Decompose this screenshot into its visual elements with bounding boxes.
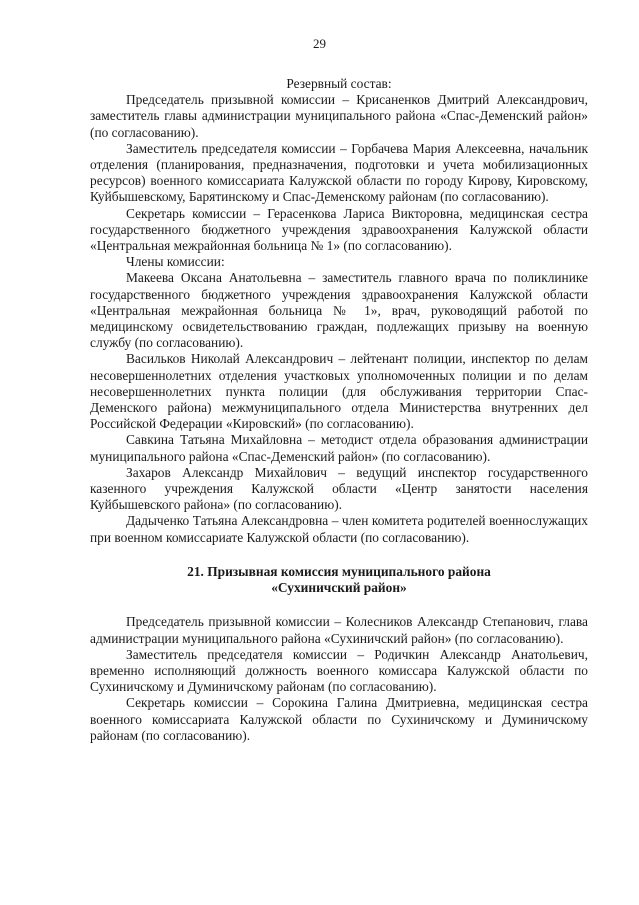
reserve-secretary: Секретарь комиссии – Герасенкова Лариса Викторовна, медицинская сестра государственного бюджетного учреждения здравоохранения Калужской области «Центральная межрайонная больница № 1» (по согласованию). [90,205,588,254]
member-paragraph: Макеева Оксана Анатольевна – заместитель главного врача по поликлинике государственного бюджетного учреждения здравоохранения Калужской области «Центральная межрайонная больница № 1», врач, руководящий работой по медицинскому освидетельствованию граждан, подлежащих призыву на военную службу (по согласованию). [90,270,588,351]
section-spacer [90,546,588,564]
member-paragraph: Савкина Татьяна Михайловна – методист отдела образования администрации муниципального района «Спас-Деменский район» (по согласованию). [90,432,588,464]
member-paragraph: Захаров Александр Михайлович – ведущий инспектор государственного казенного учреждения Калужской области «Центр занятости населения Куйбышевского района» (по согласованию). [90,464,588,513]
document-body [90,76,588,744]
members-heading: Члены комиссии: [126,254,225,270]
page-number: 29 [313,36,326,51]
section-secretary: Секретарь комиссии – Сорокина Галина Дмитриевна, медицинская сестра военного комиссариата Калужской области по Сухиничскому и Думиничскому районам (по согласованию). [90,695,588,743]
section-chairman: Председатель призывной комиссии – Колесников Александр Степанович, глава администрации муниципального района «Сухиничский район» (по согласованию). [90,614,588,646]
section-title-line-1: 21. Призывная комиссия муниципального района [187,563,491,579]
member-paragraph: Васильков Николай Александрович – лейтенант полиции, инспектор по делам несовершеннолетних отделения участковых уполномоченных полиции и по делам несовершеннолетних пункта полиции (для обслуживания территории Спас-Деменского района) межмуниципального отдела Министерства внутренних дел Российской Федерации «Кировский» (по согласованию). [90,351,588,432]
member-paragraph: Дадыченко Татьяна Александровна – член комитета родителей военнослужащих при военном комиссариате Калужской области (по согласованию). [90,513,588,545]
section-title-line-2: «Сухиничский район» [271,580,407,596]
reserve-heading: Резервный состав: [286,76,392,91]
reserve-deputy: Заместитель председателя комиссии – Горбачева Мария Алексеевна, начальник отделения (планирования, предназначения, подготовки и учета мобилизационных ресурсов) военного комиссариата Калужской области по городу Кирову, Кировскому, Куйбышевскому, Барятинскому и Спас-Деменскому районам (по согласованию). [90,140,588,205]
reserve-chairman: Председатель призывной комиссии – Крисаненков Дмитрий Александрович, заместитель главы администрации муниципального района «Спас-Деменский район» (по согласованию). [90,92,588,140]
section-title-spacer [90,596,588,614]
section-deputy: Заместитель председателя комиссии – Родичкин Александр Анатольевич, временно исполняющий должность военного комиссара Калужской области по Сухиничскому и Думиничскому районам (по согласованию). [90,646,588,695]
